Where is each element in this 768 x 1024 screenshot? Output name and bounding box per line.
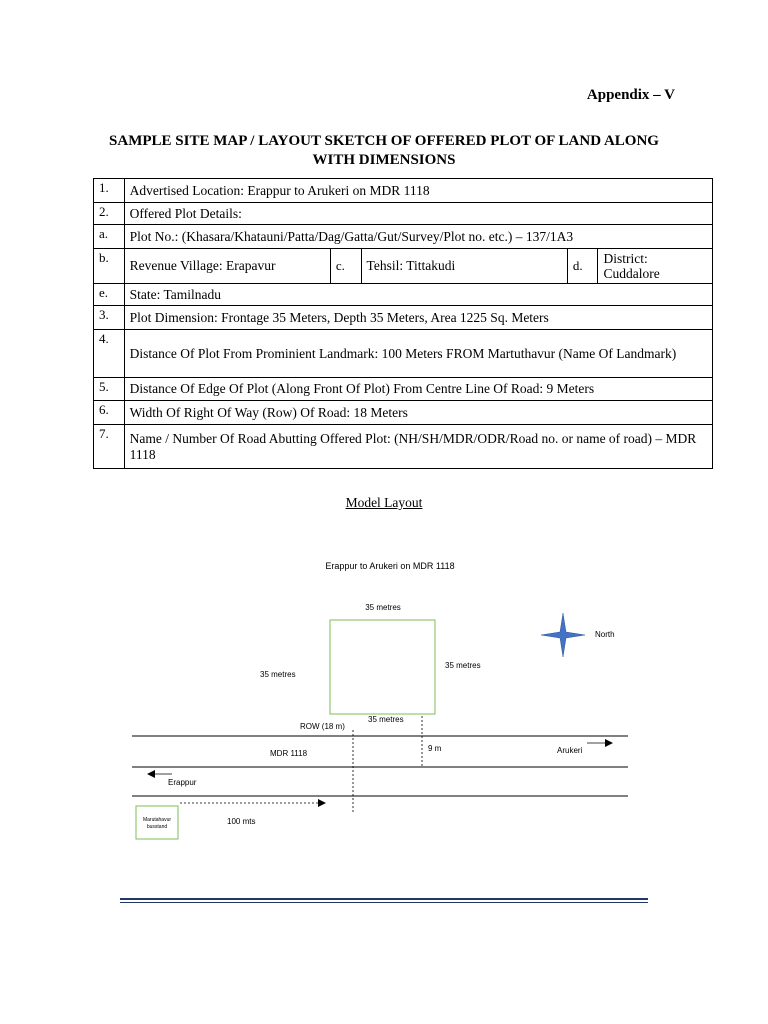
- appendix-label: Appendix – V: [586, 87, 675, 103]
- advertised-location: Advertised Location: Erappur to Arukeri on MDR 1118: [124, 179, 712, 203]
- erappur-label: Erappur: [168, 778, 197, 787]
- right-dimension-label: 35 metres: [445, 661, 481, 670]
- table-row: [94, 378, 713, 401]
- edge-distance: Distance Of Edge Of Plot (Along Front Of Plot) From Centre Line Of Road: 9 Meters: [124, 378, 712, 401]
- landmark-distance: Distance Of Plot From Prominient Landmark: 100 Meters FROM Martuthavur (Name Of Landmark): [124, 330, 712, 378]
- bottom-dimension-label: 35 metres: [368, 715, 404, 724]
- table-row: [94, 225, 713, 249]
- table-row: [94, 249, 713, 284]
- state: State: Tamilnadu: [124, 284, 712, 306]
- north-icon: [541, 613, 585, 657]
- row-number: d.: [567, 249, 598, 284]
- table-row: [94, 330, 713, 378]
- row-number: 7.: [94, 425, 125, 469]
- district: District: Cuddalore: [598, 249, 713, 284]
- row-number: e.: [94, 284, 125, 306]
- table-row: [94, 284, 713, 306]
- plot-dimension: Plot Dimension: Frontage 35 Meters, Depth 35 Meters, Area 1225 Sq. Meters: [124, 306, 712, 330]
- abutting-road: Name / Number Of Road Abutting Offered Plot: (NH/SH/MDR/ODR/Road no. or name of road) – MDR 1118: [124, 425, 712, 469]
- site-layout-diagram: [120, 550, 640, 850]
- row-number: 3.: [94, 306, 125, 330]
- arukeri-label: Arukeri: [557, 746, 583, 755]
- offered-plot-details: Offered Plot Details:: [124, 203, 712, 225]
- landmark-name: Marutahavur: [142, 817, 172, 823]
- plot-details-table: [93, 178, 713, 469]
- row-number: 2.: [94, 203, 125, 225]
- row-number: b.: [94, 249, 125, 284]
- table-row: [94, 179, 713, 203]
- footer-divider: [120, 898, 648, 900]
- diagram-title: Erappur to Arukeri on MDR 1118: [325, 561, 455, 571]
- plot-boundary: [330, 620, 435, 714]
- model-layout-heading: Model Layout: [345, 495, 423, 510]
- gap-label: 9 m: [428, 744, 442, 753]
- plot-number: Plot No.: (Khasara/Khatauni/Patta/Dag/Gatta/Gut/Survey/Plot no. etc.) – 137/1A3: [124, 225, 712, 249]
- landmark-type: busstand: [146, 824, 168, 830]
- row-label: ROW (18 m): [300, 722, 345, 731]
- tehsil: Tehsil: Tittakudi: [361, 249, 567, 284]
- row-number: 4.: [94, 330, 125, 378]
- table-row: [94, 425, 713, 469]
- north-label: North: [595, 630, 615, 639]
- distance-label: 100 mts: [227, 817, 256, 826]
- row-width: Width Of Right Of Way (Row) Of Road: 18 Meters: [124, 401, 712, 425]
- table-row: [94, 203, 713, 225]
- row-number: 1.: [94, 179, 125, 203]
- table-row: [94, 306, 713, 330]
- row-number: a.: [94, 225, 125, 249]
- document-title: SAMPLE SITE MAP / LAYOUT SKETCH OF OFFERED PLOT OF LAND ALONG WITH DIMENSIONS: [109, 133, 659, 168]
- revenue-village: Revenue Village: Erapavur: [124, 249, 330, 284]
- left-dimension-label: 35 metres: [260, 670, 296, 679]
- row-number: 6.: [94, 401, 125, 425]
- row-number: c.: [330, 249, 361, 284]
- table-row: [94, 401, 713, 425]
- footer-divider: [120, 902, 648, 903]
- road-label: MDR 1118: [270, 749, 308, 758]
- top-dimension-label: 35 metres: [365, 603, 401, 612]
- row-number: 5.: [94, 378, 125, 401]
